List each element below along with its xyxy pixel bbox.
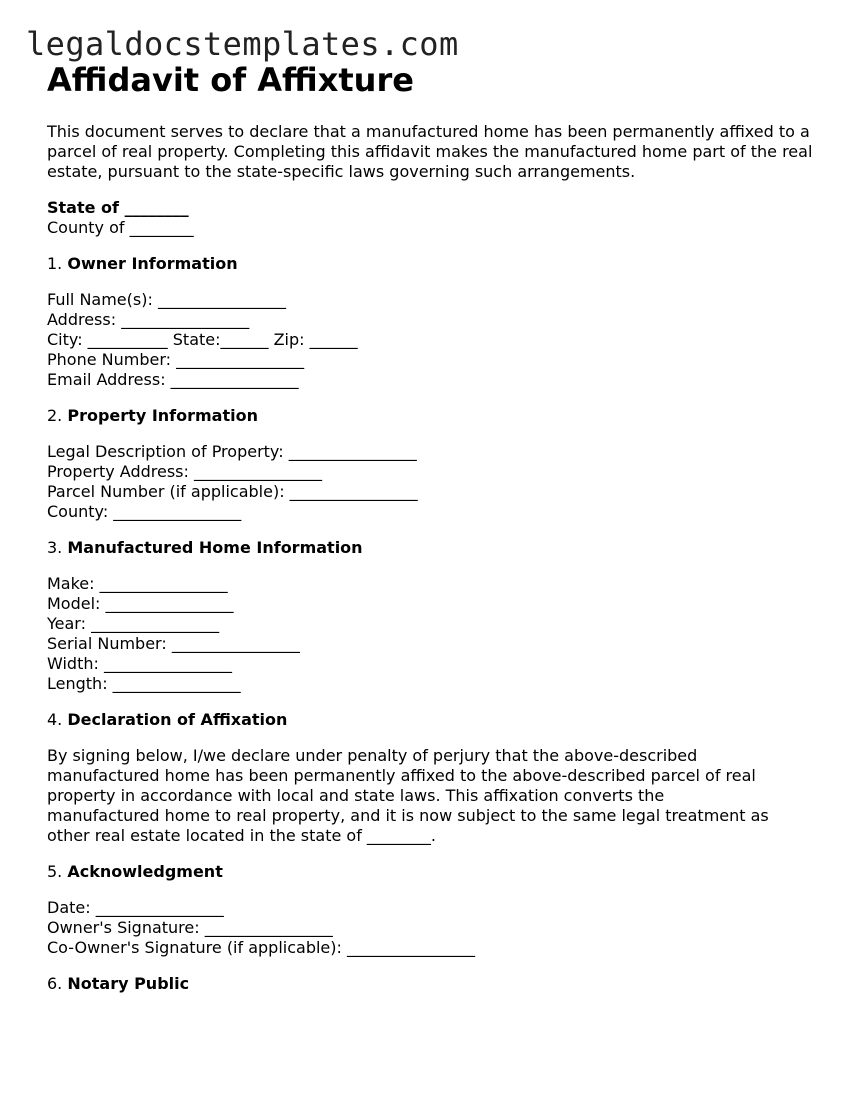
section-title: Manufactured Home Information bbox=[67, 538, 363, 557]
field-phone-number: Phone Number: ________________ bbox=[47, 350, 305, 369]
section-number: 5. bbox=[47, 862, 63, 881]
section-number: 3. bbox=[47, 538, 63, 557]
field-width: Width: ________________ bbox=[47, 654, 232, 673]
section-title: Owner Information bbox=[67, 254, 238, 273]
field-address: Address: ________________ bbox=[47, 310, 250, 329]
declaration-line: property in accordance with local and state laws. This affixation converts the bbox=[47, 786, 665, 805]
section-heading-property bbox=[47, 406, 817, 426]
acknowledgment-fields bbox=[47, 898, 817, 958]
section-heading-declaration bbox=[47, 710, 817, 730]
field-email-address: Email Address: ________________ bbox=[47, 370, 299, 389]
declaration-line: By signing below, I/we declare under penalty of perjury that the above-described bbox=[47, 746, 698, 765]
section-number: 6. bbox=[47, 974, 63, 993]
section-heading-owner bbox=[47, 254, 817, 274]
field-model: Model: ________________ bbox=[47, 594, 234, 613]
section-title: Property Information bbox=[67, 406, 258, 425]
declaration-line: other real estate located in the state of ________. bbox=[47, 826, 436, 845]
section-title: Declaration of Affixation bbox=[67, 710, 288, 729]
field-owner-signature: Owner's Signature: ________________ bbox=[47, 918, 333, 937]
home-fields bbox=[47, 574, 817, 694]
section-title: Acknowledgment bbox=[67, 862, 223, 881]
section-heading-acknowledgment bbox=[47, 862, 817, 882]
section-heading-home bbox=[47, 538, 817, 558]
section-number: 2. bbox=[47, 406, 63, 425]
county-line: County of ________ bbox=[47, 218, 194, 237]
document-title: Affidavit of Affixture bbox=[47, 61, 414, 99]
declaration-paragraph bbox=[47, 746, 817, 846]
field-co-owner-signature: Co-Owner's Signature (if applicable): ________________ bbox=[47, 938, 475, 957]
section-heading-notary bbox=[47, 974, 817, 994]
field-length: Length: ________________ bbox=[47, 674, 241, 693]
owner-fields bbox=[47, 290, 817, 390]
site-watermark: legaldocstemplates.com bbox=[26, 25, 459, 63]
document-page bbox=[47, 58, 817, 1010]
field-serial-number: Serial Number: ________________ bbox=[47, 634, 300, 653]
field-legal-description: Legal Description of Property: ________________ bbox=[47, 442, 417, 461]
field-full-name: Full Name(s): ________________ bbox=[47, 290, 286, 309]
field-make: Make: ________________ bbox=[47, 574, 228, 593]
field-city-state-zip: City: __________ State:______ Zip: ______ bbox=[47, 330, 358, 349]
section-number: 1. bbox=[47, 254, 63, 273]
jurisdiction-block bbox=[47, 198, 817, 238]
field-county: County: ________________ bbox=[47, 502, 242, 521]
section-title: Notary Public bbox=[67, 974, 190, 993]
declaration-line: manufactured home has been permanently affixed to the above-described parcel of real bbox=[47, 766, 756, 785]
field-date: Date: ________________ bbox=[47, 898, 224, 917]
field-year: Year: ________________ bbox=[47, 614, 220, 633]
state-line: State of ________ bbox=[47, 198, 189, 217]
property-fields bbox=[47, 442, 817, 522]
field-property-address: Property Address: ________________ bbox=[47, 462, 322, 481]
declaration-line: manufactured home to real property, and it is now subject to the same legal treatment as bbox=[47, 806, 769, 825]
section-number: 4. bbox=[47, 710, 63, 729]
field-parcel-number: Parcel Number (if applicable): ________________ bbox=[47, 482, 418, 501]
intro-paragraph: This document serves to declare that a manufactured home has been permanently affixed to a parcel of real property. Completing this affidavit makes the manufactured home part of the real estate, pursuant to the state-specific laws governing such arrangements. bbox=[47, 122, 813, 181]
